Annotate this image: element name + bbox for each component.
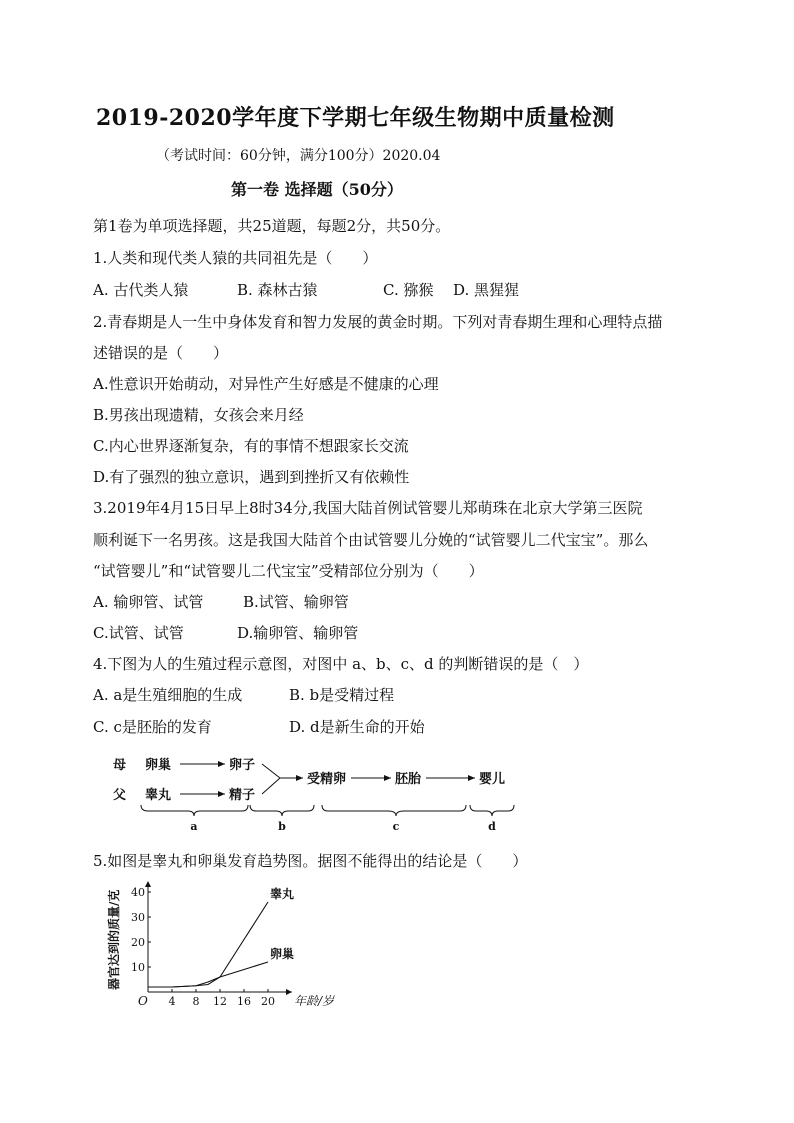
y-tick-label: 30 [131, 911, 145, 924]
brace-a [141, 805, 248, 816]
diagram-label-a: a [190, 820, 198, 833]
q2-option-b: B.男孩出现遗精，女孩会来月经 [93, 406, 304, 424]
diagram-label-c: c [392, 820, 400, 833]
section-heading: 第一卷 选择题（50分） [231, 180, 403, 199]
question-5-stem: 5.如图是睾丸和卵巢发育趋势图。据图不能得出的结论是（ ） [93, 852, 528, 870]
x-tick-label: 8 [192, 995, 200, 1008]
q3-option-c: C.试管、试管 [93, 624, 184, 642]
q3-option-b: B.试管、输卵管 [243, 593, 349, 611]
y-axis-arrow [145, 881, 151, 887]
diagram-sperm: 精子 [229, 788, 256, 803]
instructions: 第1卷为单项选择题，共25道题，每题2分，共50分。 [93, 217, 451, 235]
y-tick-label: 40 [131, 886, 145, 899]
q3-option-d: D.输卵管、输卵管 [237, 624, 359, 642]
question-3-stem-line-3: “试管婴儿”和“试管婴儿二代宝宝”受精部位分别为（ ） [93, 562, 484, 580]
x-tick-label: 12 [213, 995, 227, 1008]
question-1-stem: 1.人类和现代类人猿的共同祖先是（ ） [93, 249, 378, 267]
q1-option-c: C. 猕猴 [383, 281, 434, 299]
q1-option-b: B. 森林古猿 [237, 281, 318, 299]
question-2-stem-line-2: 述错误的是（ ） [93, 344, 229, 362]
brace-b [250, 805, 314, 816]
x-tick-label: 4 [168, 995, 176, 1008]
series-line-1 [148, 902, 268, 987]
question-3-stem-line-1: 3.2019年4月15日早上8时34分,我国大陆首例试管婴儿郑萌珠在北京大学第三医院 [93, 499, 643, 517]
diagram-label-b: b [278, 820, 286, 833]
q4-option-a: A. a是生殖细胞的生成 [93, 686, 243, 704]
diagram-embryo: 胚胎 [395, 772, 422, 787]
diagram-ovary: 卵巢 [145, 758, 172, 773]
diagram-zygote: 受精卵 [307, 772, 347, 787]
series-line-2 [148, 962, 268, 987]
question-3-stem-line-2: 顺利诞下一名男孩。这是我国大陆首个由试管婴儿分娩的“试管婴儿二代宝宝”。那么 [93, 531, 649, 549]
series-label-2: 卵巢 [270, 947, 295, 961]
q4-option-b: B. b是受精过程 [289, 686, 395, 704]
q1-option-a: A. 古代类人猿 [93, 281, 189, 299]
x-axis-label: 年龄/岁 [294, 994, 335, 1008]
diagram-egg: 卵子 [229, 758, 256, 773]
diagram-mother-label: 母 [113, 758, 127, 773]
q1-option-d: D. 黑猩猩 [453, 281, 520, 299]
x-tick-label: 20 [261, 995, 275, 1008]
q2-option-c: C.内心世界逐渐复杂，有的事情不想跟家长交流 [93, 437, 409, 455]
series-label-1: 睾丸 [270, 887, 295, 901]
q4-option-c: C. c是胚胎的发育 [93, 718, 212, 736]
y-tick-label: 20 [131, 936, 145, 949]
q4-option-d: D. d是新生命的开始 [289, 718, 425, 736]
reproduction-diagram [108, 748, 528, 838]
question-2-stem-line-1: 2.青春期是人一生中身体发育和智力发展的黄金时期。下列对青春期生理和心理特点描 [93, 313, 663, 331]
exam-info: （考试时间：60分钟，满分100分）2020.04 [156, 148, 441, 164]
page-title: 2019-2020学年度下学期七年级生物期中质量检测 [96, 105, 615, 131]
arrow-merge [262, 764, 280, 794]
x-tick-label: 16 [237, 995, 251, 1008]
diagram-baby: 婴儿 [479, 772, 506, 787]
growth-chart [107, 872, 335, 1022]
y-axis-label: 器官达到的质量/克 [107, 889, 121, 990]
diagram-label-d: d [488, 820, 496, 833]
brace-c [322, 805, 466, 816]
diagram-testis: 睾丸 [145, 788, 172, 803]
x-axis-arrow [286, 989, 292, 995]
origin-label: O [138, 994, 148, 1008]
q3-option-a: A. 输卵管、试管 [93, 593, 204, 611]
y-tick-label: 10 [131, 961, 145, 974]
q2-option-d: D.有了强烈的独立意识，遇到到挫折又有依赖性 [93, 468, 410, 486]
brace-d [470, 805, 514, 816]
q2-option-a: A.性意识开始萌动，对异性产生好感是不健康的心理 [93, 375, 439, 393]
question-4-stem: 4.下图为人的生殖过程示意图，对图中 a、b、c、d 的判断错误的是（ ） [93, 655, 589, 673]
diagram-father-label: 父 [113, 788, 127, 803]
